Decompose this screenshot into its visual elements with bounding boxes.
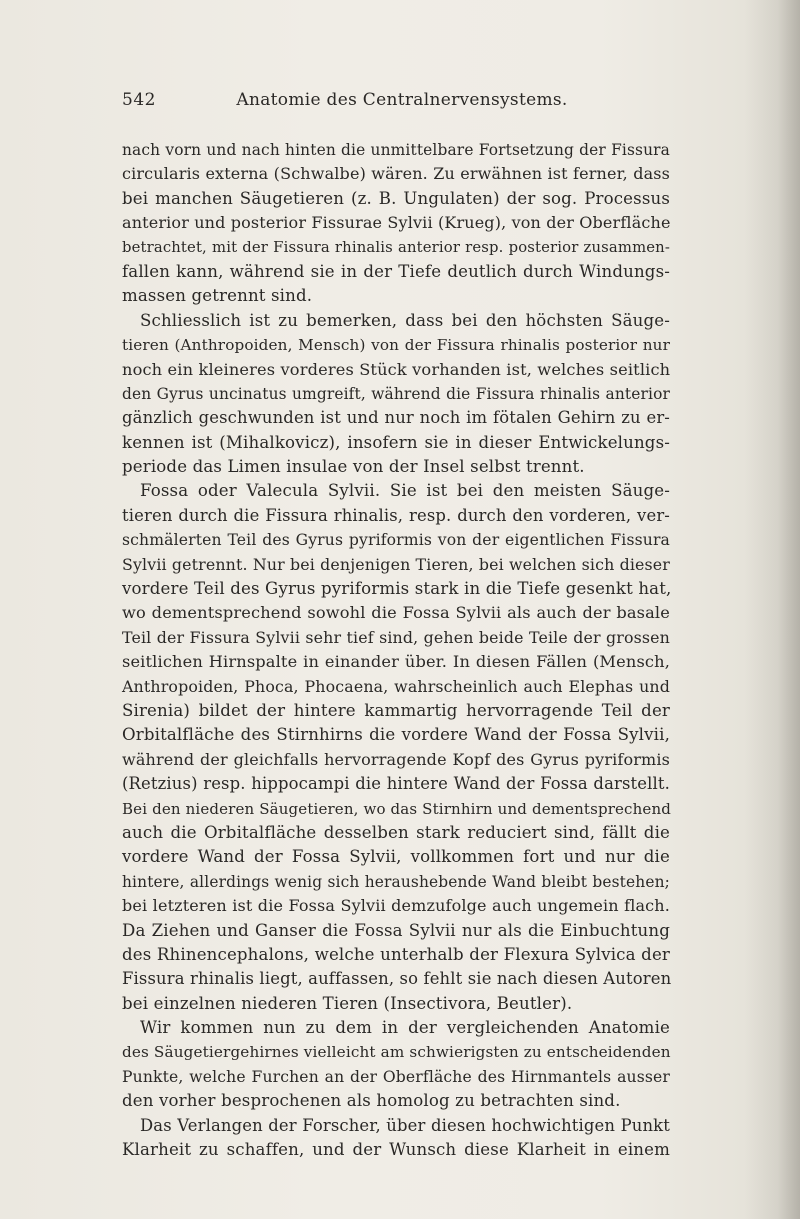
text-line: Orbitalfläche des Stirnhirns die vordere Wand der Fossa Sylvii, bbox=[122, 725, 670, 745]
text-line: tieren (Anthropoiden, Mensch) von der Fissura rhinalis posterior nur bbox=[122, 336, 670, 355]
text-line: wo dementsprechend sowohl die Fossa Sylvii als auch der basale bbox=[122, 603, 670, 623]
text-line: gänzlich geschwunden ist und nur noch im fötalen Gehirn zu er- bbox=[122, 408, 670, 428]
text-line: noch ein kleineres vorderes Stück vorhanden ist, welches seitlich bbox=[122, 359, 671, 379]
text-line: Das Verlangen der Forscher, über diesen hochwichtigen Punkt bbox=[140, 1115, 670, 1135]
text-line: nach vorn und nach hinten die unmittelbare Fortsetzung der Fissura bbox=[122, 141, 670, 159]
text-line: vordere Wand der Fossa Sylvii, vollkommen fort und nur die bbox=[122, 847, 670, 867]
text-line: Punkte, welche Furchen an der Oberfläche des Hirnmantels ausser bbox=[122, 1067, 670, 1086]
text-line: Anthropoiden, Phoca, Phocaena, wahrscheinlich auch Elephas und bbox=[122, 676, 670, 696]
text-line: betrachtet, mit der Fissura rhinalis anterior resp. posterior zusammen- bbox=[122, 238, 670, 256]
text-line: Bei den niederen Säugetieren, wo das Stirnhirn und dementsprechend bbox=[122, 799, 672, 818]
text-line: circularis externa (Schwalbe) wären. Zu erwähnen ist ferner, dass bbox=[122, 164, 670, 184]
text-line: des Rhinencephalons, welche unterhalb der Flexura Sylvica der bbox=[122, 944, 670, 964]
text-line: Sirenia) bildet der hintere kammartig hervorragende Teil der bbox=[122, 700, 670, 720]
text-line: während der gleichfalls hervorragende Kopf des Gyrus pyriformis bbox=[122, 749, 670, 769]
text-line: bei letzteren ist die Fossa Sylvii demzufolge auch ungemein flach. bbox=[122, 896, 670, 916]
text-line: periode das Limen insulae von der Insel selbst trennt. bbox=[122, 457, 585, 477]
running-head: Anatomie des Centralnervensystems. bbox=[236, 90, 568, 110]
text-line: Fissura rhinalis liegt, auffassen, so fehlt sie nach diesen Autoren bbox=[122, 969, 672, 989]
text-line: auch die Orbitalfläche desselben stark reduciert sind, fällt die bbox=[122, 822, 670, 842]
text-line: den vorher besprochenen als homolog zu betrachten sind. bbox=[122, 1091, 621, 1111]
text-line: Klarheit zu schaffen, und der Wunsch diese Klarheit in einem bbox=[122, 1140, 670, 1160]
page-edge-shadow bbox=[778, 0, 800, 1219]
text-line: des Säugetiergehirnes vielleicht am schwierigsten zu entscheidenden bbox=[122, 1043, 671, 1062]
text-line: Sylvii getrennt. Nur bei denjenigen Tieren, bei welchen sich dieser bbox=[122, 554, 671, 574]
text-line: Teil der Fissura Sylvii sehr tief sind, gehen beide Teile der grossen bbox=[122, 627, 670, 647]
text-line: kennen ist (Mihalkovicz), insofern sie in dieser Entwickelungs- bbox=[122, 432, 670, 452]
text-line: hintere, allerdings wenig sich heraushebende Wand bleibt bestehen; bbox=[122, 872, 670, 891]
text-line: fallen kann, während sie in der Tiefe deutlich durch Windungs- bbox=[122, 261, 670, 281]
text-line: Wir kommen nun zu dem in der vergleichenden Anatomie bbox=[140, 1018, 670, 1038]
text-line: bei einzelnen niederen Tieren (Insectivora, Beutler). bbox=[122, 993, 573, 1013]
text-line: den Gyrus uncinatus umgreift, während die Fissura rhinalis anterior bbox=[122, 384, 670, 403]
page-header bbox=[122, 90, 662, 116]
text-line: anterior und posterior Fissurae Sylvii (Krueg), von der Oberfläche bbox=[122, 213, 671, 233]
text-line: Schliesslich ist zu bemerken, dass bei den höchsten Säuge- bbox=[140, 310, 670, 330]
text-line: bei manchen Säugetieren (z. B. Ungulaten) der sog. Processus bbox=[122, 188, 670, 208]
text-line: schmälerten Teil des Gyrus pyriformis von der eigentlichen Fissura bbox=[122, 531, 670, 550]
text-line: tieren durch die Fissura rhinalis, resp. durch den vorderen, ver- bbox=[122, 505, 670, 525]
text-line: Fossa oder Valecula Sylvii. Sie ist bei den meisten Säuge- bbox=[140, 481, 670, 501]
text-line: Da Ziehen und Ganser die Fossa Sylvii nur als die Einbuchtung bbox=[122, 920, 670, 940]
body-text bbox=[122, 138, 670, 1162]
text-line: (Retzius) resp. hippocampi die hintere Wand der Fossa darstellt. bbox=[122, 774, 670, 794]
text-line: seitlichen Hirnspalte in einander über. In diesen Fällen (Mensch, bbox=[122, 652, 670, 672]
page-number: 542 bbox=[122, 90, 156, 110]
text-line: massen getrennt sind. bbox=[122, 286, 313, 306]
text-line: vordere Teil des Gyrus pyriformis stark in die Tiefe gesenkt hat, bbox=[122, 579, 672, 599]
